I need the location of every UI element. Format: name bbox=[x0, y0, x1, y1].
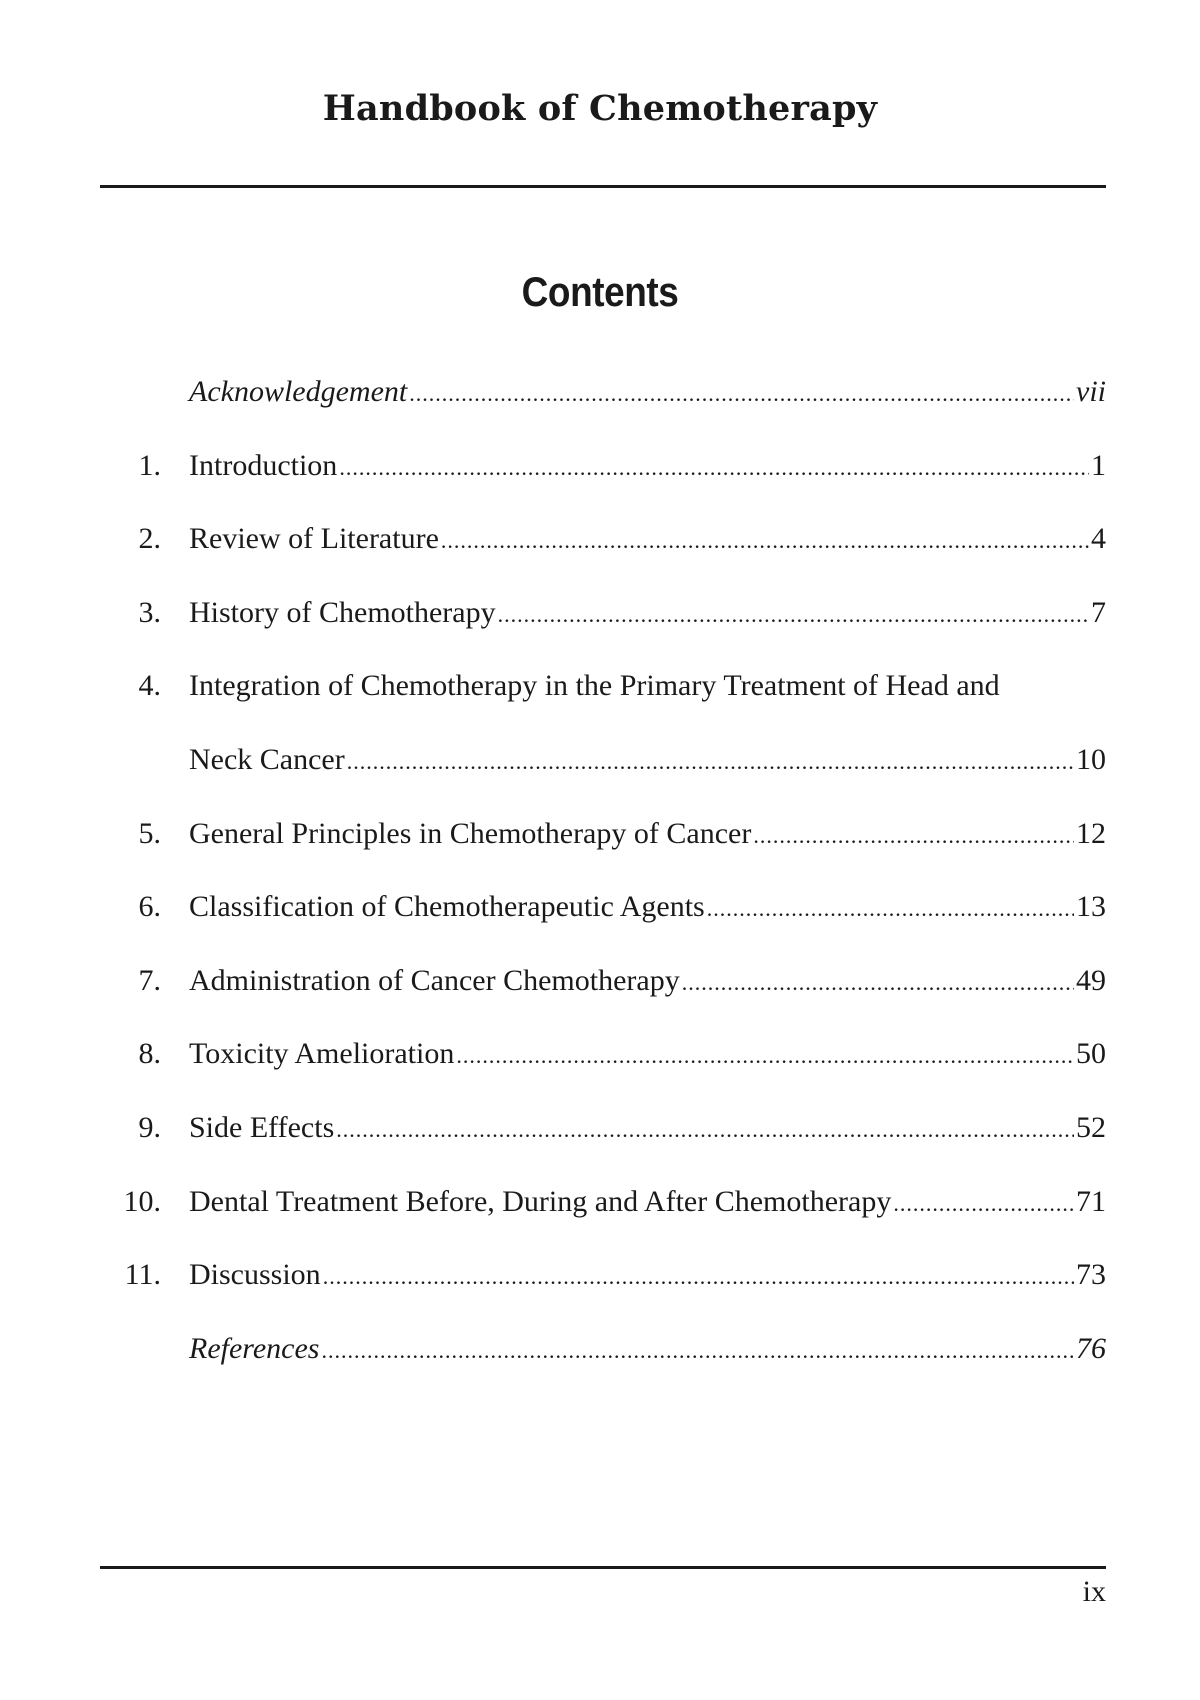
dot-leader bbox=[409, 374, 1074, 414]
dot-leader bbox=[441, 521, 1089, 561]
toc-entry-number: 1. bbox=[138, 448, 161, 482]
toc-entry-title: Toxicity Amelioration bbox=[189, 1037, 455, 1071]
contents-heading: Contents bbox=[521, 268, 679, 315]
toc-entry-number: 8. bbox=[138, 1037, 161, 1071]
toc-entry-page: 76 bbox=[1076, 1331, 1106, 1365]
header-rule bbox=[100, 185, 1106, 188]
toc-entry-number: 7. bbox=[138, 963, 161, 997]
toc-entry-title: Side Effects bbox=[189, 1110, 335, 1144]
toc-entry-history-of-chemotherapy[interactable] bbox=[100, 593, 1106, 667]
toc-entry-page: 50 bbox=[1076, 1037, 1106, 1071]
toc-entry-number: 6. bbox=[138, 890, 161, 924]
toc-entry-acknowledgement[interactable] bbox=[100, 372, 1106, 446]
toc-entry-page: 10 bbox=[1076, 742, 1106, 776]
toc-entry-integration-of-chemotherapy[interactable] bbox=[100, 666, 1106, 740]
toc-entry-classification[interactable] bbox=[100, 887, 1106, 961]
toc-entry-integration-of-chemotherapy-continued[interactable] bbox=[100, 740, 1106, 814]
toc-entry-toxicity-amelioration[interactable] bbox=[100, 1034, 1106, 1108]
toc-entry-title: Review of Literature bbox=[189, 522, 439, 556]
toc-entry-references[interactable] bbox=[100, 1329, 1106, 1403]
toc-entry-page: 1 bbox=[1091, 448, 1106, 482]
toc-entry-page: 4 bbox=[1091, 522, 1106, 556]
dot-leader bbox=[682, 963, 1074, 1003]
toc-entry-side-effects[interactable] bbox=[100, 1108, 1106, 1182]
dot-leader bbox=[347, 742, 1074, 782]
toc-entry-discussion[interactable] bbox=[100, 1255, 1106, 1329]
toc-entry-title: Introduction bbox=[189, 448, 338, 482]
toc-entry-number: 4. bbox=[138, 669, 161, 703]
dot-leader bbox=[456, 1036, 1074, 1076]
dot-leader bbox=[753, 816, 1074, 856]
toc-entry-number: 9. bbox=[138, 1110, 161, 1144]
dot-leader bbox=[498, 595, 1089, 635]
toc-entry-general-principles[interactable] bbox=[100, 814, 1106, 888]
toc-entry-dental-treatment[interactable] bbox=[100, 1182, 1106, 1256]
dot-leader bbox=[339, 448, 1089, 488]
table-of-contents bbox=[100, 372, 1106, 1402]
running-head-title: Handbook of Chemotherapy bbox=[322, 88, 878, 129]
toc-entry-title: History of Chemotherapy bbox=[189, 595, 496, 629]
toc-entry-title: Classification of Chemotherapeutic Agents bbox=[189, 890, 705, 924]
toc-entry-page: 71 bbox=[1076, 1184, 1106, 1218]
toc-entry-title: Discussion bbox=[189, 1258, 321, 1292]
dot-leader bbox=[321, 1331, 1074, 1371]
footer-rule bbox=[100, 1566, 1106, 1569]
dot-leader bbox=[323, 1257, 1074, 1297]
toc-entry-number: 3. bbox=[138, 595, 161, 629]
toc-entry-number: 5. bbox=[138, 816, 161, 850]
toc-entry-title: Dental Treatment Before, During and After Chemotherapy bbox=[189, 1184, 892, 1218]
toc-entry-title: General Principles in Chemotherapy of Cancer bbox=[189, 816, 752, 850]
page-number: ix bbox=[1082, 1575, 1106, 1608]
dot-leader bbox=[707, 889, 1074, 929]
toc-entry-page: 13 bbox=[1076, 890, 1106, 924]
toc-entry-number: 10. bbox=[123, 1184, 161, 1218]
toc-entry-title: Acknowledgement bbox=[189, 375, 408, 408]
toc-entry-page: 12 bbox=[1076, 816, 1106, 850]
toc-entry-number: 2. bbox=[138, 522, 161, 556]
dot-leader bbox=[893, 1184, 1074, 1224]
toc-entry-page: 52 bbox=[1076, 1110, 1106, 1144]
toc-entry-title-continued: Neck Cancer bbox=[189, 742, 345, 776]
toc-entry-page: 73 bbox=[1076, 1258, 1106, 1292]
toc-entry-page: 49 bbox=[1076, 963, 1106, 997]
toc-entry-page: 7 bbox=[1091, 595, 1106, 629]
toc-entry-title: Integration of Chemotherapy in the Primary Treatment of Head and bbox=[189, 669, 1000, 703]
toc-entry-title: Administration of Cancer Chemotherapy bbox=[189, 963, 680, 997]
toc-entry-review-of-literature[interactable] bbox=[100, 519, 1106, 593]
dot-leader bbox=[336, 1110, 1074, 1150]
toc-entry-page: vii bbox=[1076, 375, 1106, 408]
toc-entry-introduction[interactable] bbox=[100, 446, 1106, 520]
toc-entry-title: References bbox=[189, 1331, 320, 1365]
toc-entry-number: 11. bbox=[124, 1258, 161, 1292]
toc-entry-administration[interactable] bbox=[100, 961, 1106, 1035]
